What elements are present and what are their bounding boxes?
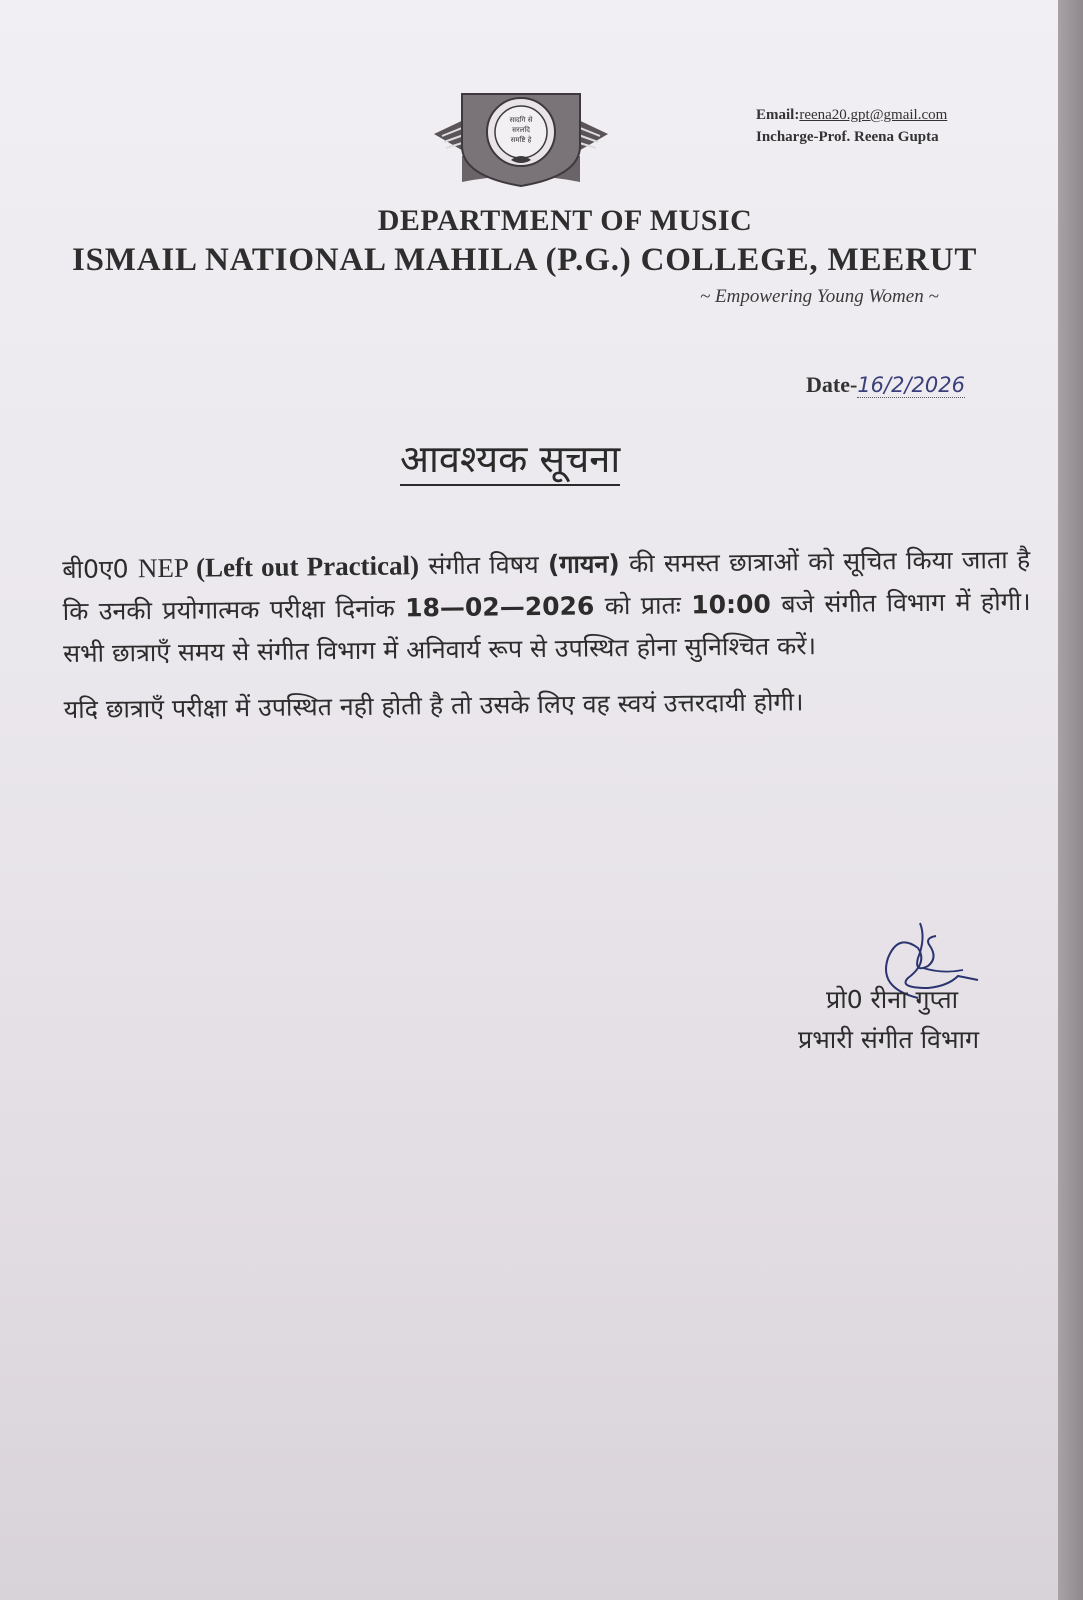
email-label: Email: (756, 107, 800, 123)
college-tagline: ~ Empowering Young Women ~ (700, 286, 939, 307)
text-segment-left-out-practical: (Left out Practical) (195, 550, 420, 583)
svg-text:समष्टि हे: समष्टि हे (510, 136, 532, 144)
text-segment: संगीत विषय (418, 549, 549, 581)
svg-text:सरलदि: सरलदि (512, 126, 530, 134)
date-label: Date- (806, 372, 858, 397)
date-line (806, 372, 965, 398)
text-segment-gaayan: (गायन) (547, 549, 620, 579)
svg-text:सादगि से: सादगि से (509, 116, 533, 124)
contact-block (756, 104, 947, 148)
exam-date: 18—02—2026 (405, 591, 595, 623)
paper-edge (1058, 0, 1083, 1600)
notice-paragraph-1 (62, 538, 1031, 675)
text-segment: बजे संगीत विभाग में होगी। सभी छात्राएँ समय से संगीत विभाग में अनिवार्य रूप से उपस्थित होना सुनिश्चित करें। (62, 586, 1031, 668)
incharge-line: Incharge-Prof. Reena Gupta (756, 129, 939, 145)
signatory-title: प्रभारी संगीत विभाग (798, 1025, 980, 1054)
department-title: DEPARTMENT OF MUSIC (377, 204, 753, 237)
text-segment: बी0ए0 (62, 554, 139, 584)
text-segment: को प्रातः (594, 590, 692, 621)
college-emblem-icon (432, 86, 610, 194)
signatory-name: प्रो0 रीना गुप्ता (826, 985, 959, 1014)
text-segment-nep: NEP (137, 552, 197, 584)
notice-heading: आवश्यक सूचना (400, 436, 620, 486)
notice-body (62, 538, 1032, 745)
exam-time: 10:00 (691, 589, 771, 620)
notice-paragraph-2: यदि छात्राएँ परीक्षा में उपस्थित नही होती है तो उसके लिए वह स्वयं उत्तरदायी होगी। (63, 687, 804, 724)
email-link[interactable]: reena20.gpt@gmail.com (799, 107, 948, 123)
text-segment: की समस्त छात्राओं को सूचित किया जाता है कि उनकी प्रयोगात्मक परीक्षा दिनांक (62, 544, 1031, 626)
college-name: ISMAIL NATIONAL MAHILA (P.G.) COLLEGE, MEERUT (72, 242, 978, 278)
date-value: 16/2/2026 (857, 373, 965, 397)
